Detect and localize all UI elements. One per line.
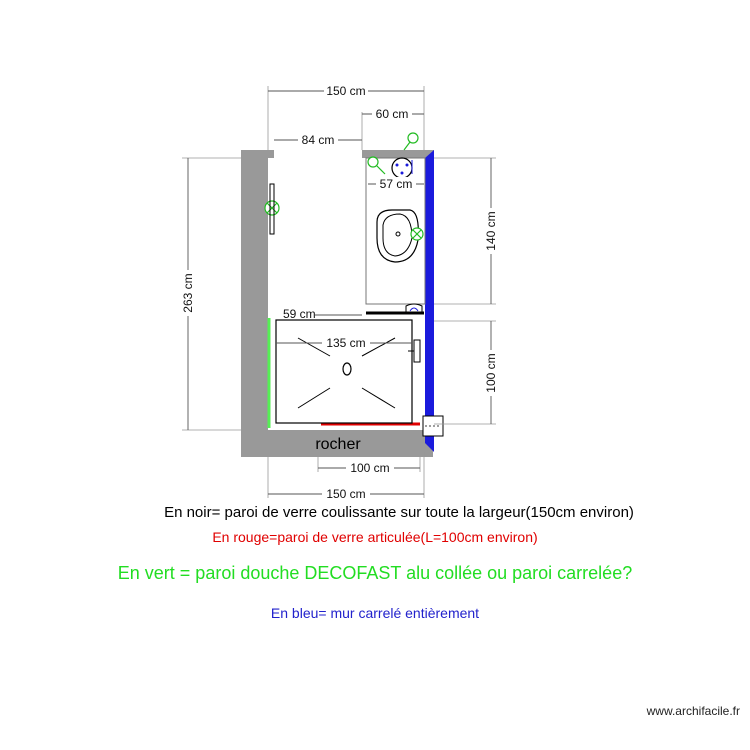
dim-right-lower: 100 cm [484, 353, 498, 393]
tiled-wall-blue [425, 150, 434, 452]
watermark: www.archifacile.fr [646, 704, 740, 718]
room-label: rocher [315, 436, 361, 453]
dim-top-right: 60 cm [375, 107, 409, 121]
dim-washbasin-width: 57 cm [379, 177, 413, 191]
legend-black: En noir= paroi de verre coulissante sur toute la largeur(150cm environ) [164, 504, 634, 521]
legend-blue: En bleu= mur carrelé entièrement [270, 605, 480, 621]
dim-right-upper: 140 cm [484, 211, 498, 251]
dim-shower-width: 135 cm [326, 336, 366, 350]
dim-left-height: 263 cm [181, 273, 195, 313]
top-left-wall [241, 150, 274, 158]
dim-wall-offset: 59 cm [283, 307, 316, 321]
dim-top-opening: 84 cm [301, 133, 335, 147]
dim-top-total: 150 cm [326, 84, 366, 98]
toilet-icon [392, 158, 412, 178]
legend-red: En rouge=paroi de verre articulée(L=100cm environ) [212, 529, 538, 545]
dim-bottom-total: 150 cm [326, 487, 366, 501]
left-wall [241, 150, 268, 457]
radiator-icon [423, 416, 443, 436]
dim-bottom-inner: 100 cm [350, 461, 390, 475]
legend-green: En vert = paroi douche DECOFAST alu collée ou paroi carrelée? [117, 563, 633, 583]
